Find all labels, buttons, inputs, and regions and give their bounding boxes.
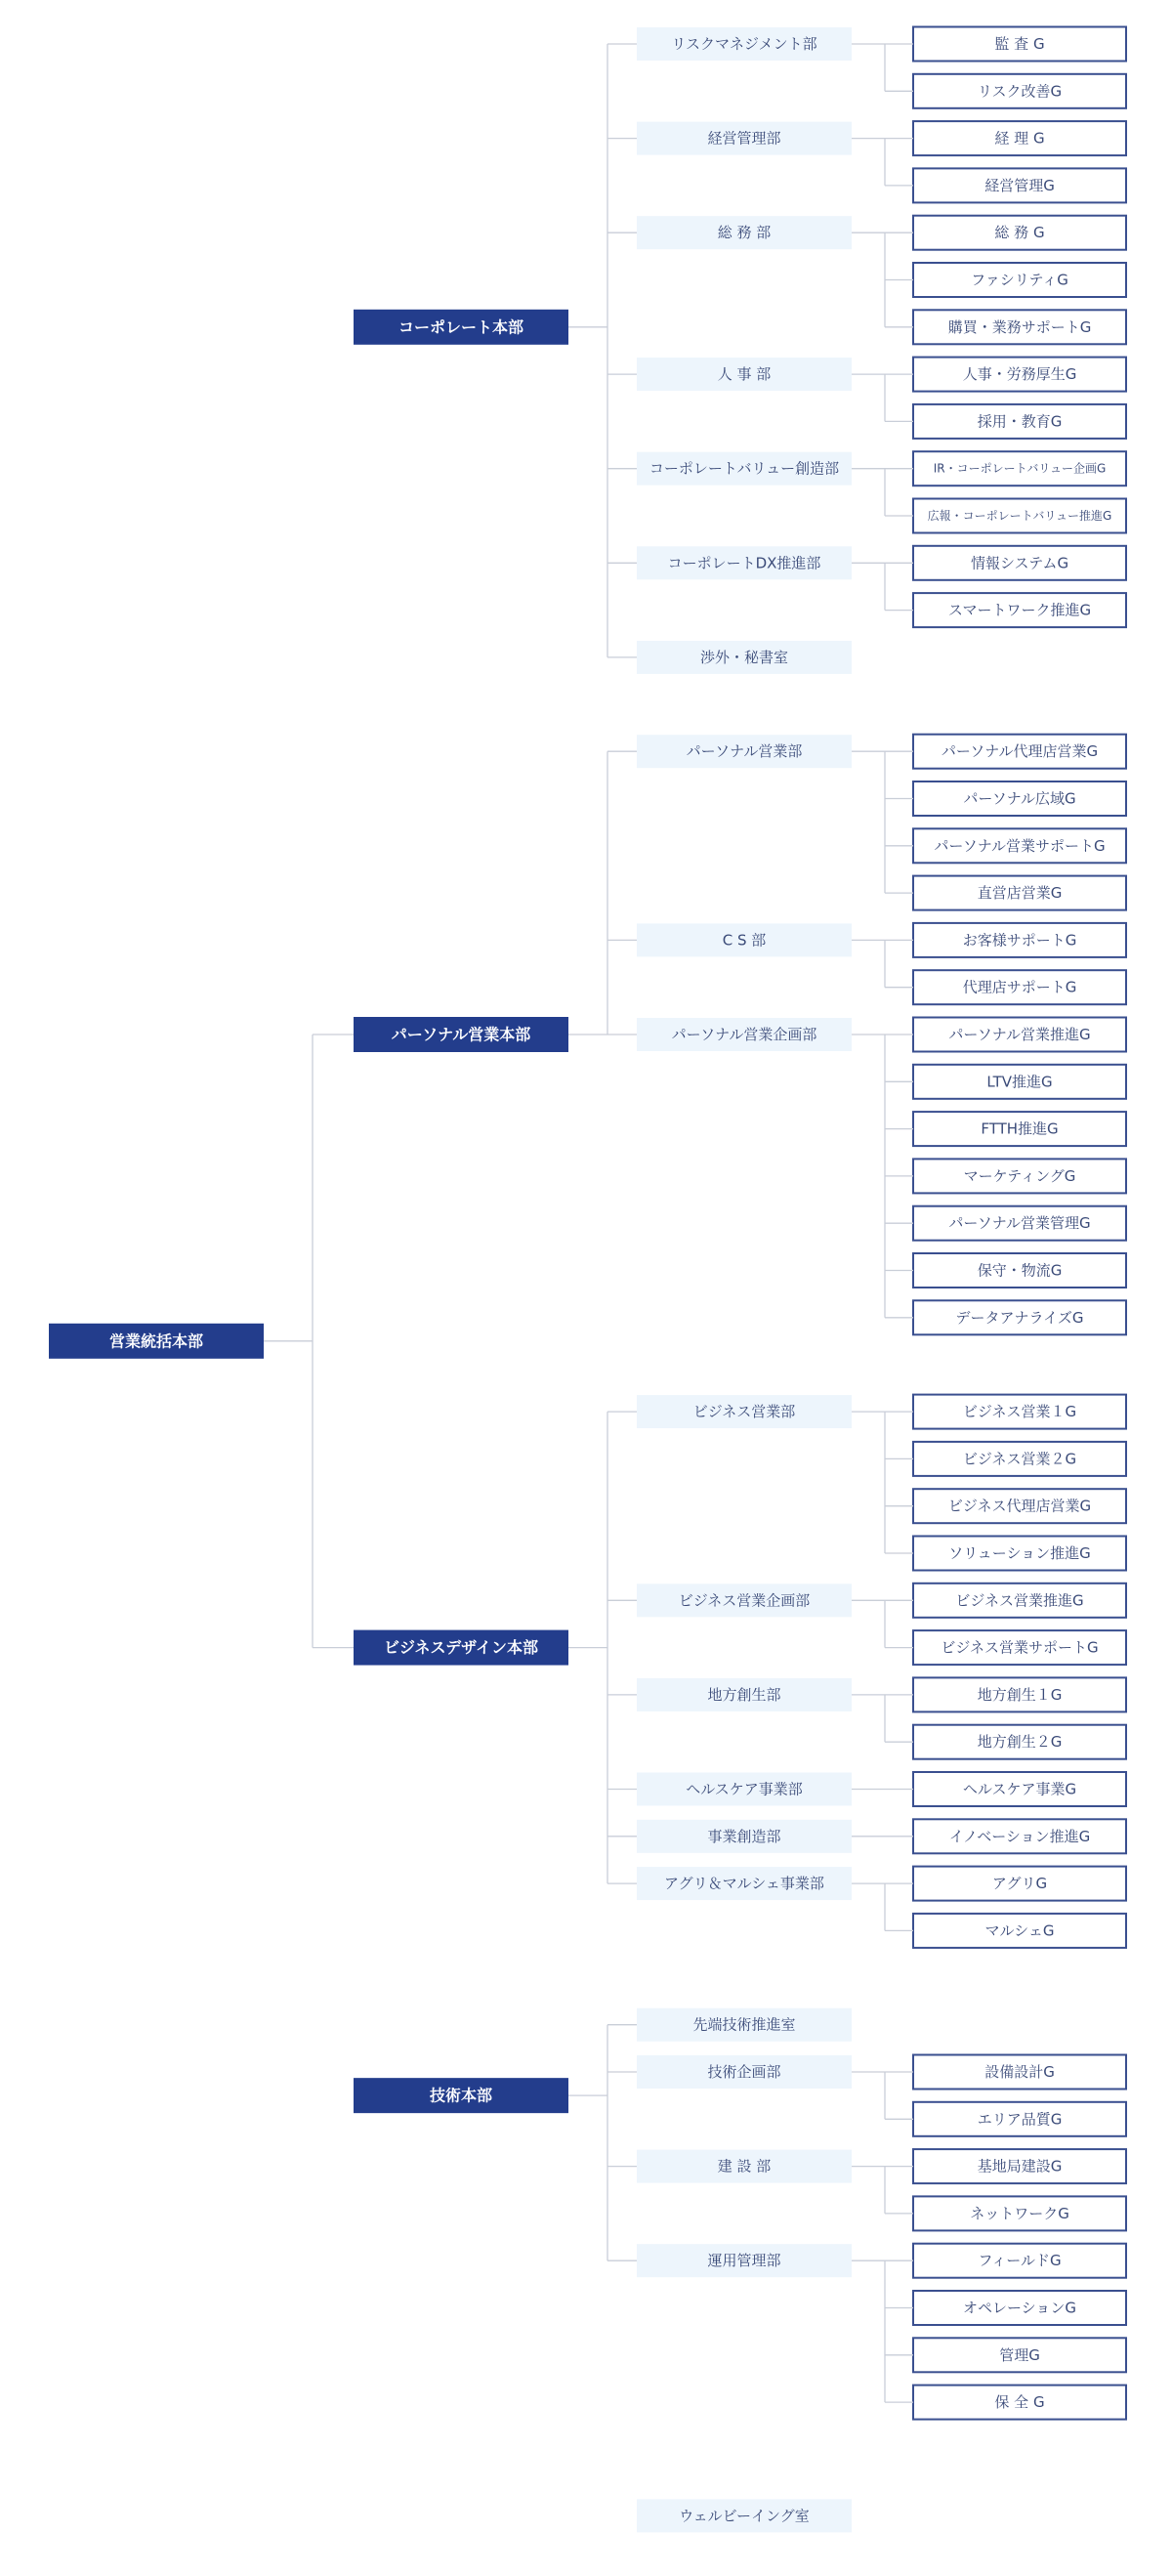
department-box-label: 経営管理部: [707, 129, 781, 148]
department-box: [637, 2150, 852, 2183]
group-box: [913, 1395, 1126, 1429]
group-box-label: 経 理 G: [994, 129, 1045, 148]
group-box: [913, 970, 1126, 1004]
department-box: [637, 1395, 852, 1428]
department-box-label: 運用管理部: [707, 2252, 781, 2270]
division-box-label: 技術本部: [429, 2086, 493, 2105]
division-box: [354, 1017, 568, 1052]
group-box-label: リスク改善G: [977, 82, 1063, 101]
group-box: [913, 2055, 1126, 2090]
group-box: [913, 546, 1126, 580]
department-box: [637, 1867, 852, 1900]
group-box-label: 広報・コーポレートバリュー推進G: [927, 509, 1112, 523]
department-box-label: 総 務 部: [717, 224, 772, 242]
department-box: [637, 358, 852, 391]
group-box: [913, 74, 1126, 108]
department-box: [637, 2008, 852, 2042]
group-box: [913, 168, 1126, 202]
group-box-label: 経営管理G: [984, 176, 1055, 194]
group-box: [913, 1677, 1126, 1711]
group-box-label: オペレーションG: [962, 2299, 1077, 2317]
group-box: [913, 27, 1126, 62]
group-box-label: 人事・労務厚生G: [962, 365, 1077, 384]
department-box: [637, 1820, 852, 1853]
group-box-label: ビジネス代理店営業G: [947, 1497, 1092, 1515]
group-box: [913, 1112, 1126, 1146]
group-box-label: 保守・物流G: [977, 1261, 1063, 1280]
group-box-label: データアナライズG: [955, 1308, 1084, 1327]
group-box: [913, 1206, 1126, 1241]
department-box-label: 人 事 部: [717, 365, 772, 384]
department-box-label: C S 部: [722, 931, 767, 950]
department-box: [637, 1018, 852, 1051]
group-box: [913, 358, 1126, 392]
group-box-label: FTTH推進G: [981, 1119, 1059, 1138]
department-box: [637, 2499, 852, 2532]
group-box-label: 地方創生１G: [977, 1685, 1063, 1704]
group-box: [913, 499, 1126, 533]
group-box: [913, 593, 1126, 627]
group-box: [913, 216, 1126, 250]
group-box: [913, 2196, 1126, 2230]
department-box: [637, 27, 852, 61]
group-box-label: アグリG: [991, 1875, 1048, 1893]
group-box-label: ソリューション推進G: [948, 1544, 1091, 1562]
department-box: [637, 122, 852, 155]
division-box-label: ビジネスデザイン本部: [383, 1638, 539, 1658]
group-box: [913, 1065, 1126, 1099]
group-box: [913, 1018, 1126, 1052]
group-box: [913, 1867, 1126, 1901]
group-box: [913, 1819, 1126, 1853]
group-box-label: スマートワーク推進G: [947, 601, 1092, 619]
department-box-label: パーソナル営業部: [686, 742, 803, 761]
group-box-label: 情報システムG: [970, 554, 1069, 572]
group-box-label: ビジネス営業サポートG: [941, 1638, 1099, 1657]
group-box: [913, 1537, 1126, 1571]
group-box: [913, 1253, 1126, 1288]
group-box-label: IR・コーポレートバリュー企画G: [933, 461, 1107, 476]
department-box-label: 事業創造部: [707, 1827, 781, 1845]
group-box-label: 管理G: [999, 2345, 1040, 2364]
department-box: [637, 2244, 852, 2277]
department-box: [637, 546, 852, 579]
group-box-label: ヘルスケア事業G: [962, 1780, 1077, 1798]
root-box-label: 営業統括本部: [108, 1331, 204, 1351]
group-box-label: ネットワークG: [970, 2204, 1069, 2222]
group-box-label: LTV推進G: [986, 1073, 1053, 1091]
department-box-label: ヘルスケア事業部: [686, 1780, 803, 1798]
group-box: [913, 876, 1126, 910]
group-box: [913, 2244, 1126, 2278]
division-box-label: パーソナル営業本部: [391, 1025, 531, 1044]
group-box-label: 地方創生２G: [977, 1733, 1063, 1752]
department-box-label: ビジネス営業企画部: [678, 1591, 811, 1610]
group-box: [913, 1772, 1126, 1806]
group-box: [913, 781, 1126, 816]
group-box-label: 総 務 G: [994, 224, 1045, 242]
group-box: [913, 1159, 1126, 1193]
department-box-label: リスクマネジメント部: [671, 35, 817, 53]
group-box: [913, 404, 1126, 439]
group-box-label: パーソナル代理店営業G: [941, 742, 1099, 761]
group-box: [913, 1584, 1126, 1618]
department-box-label: コーポレートバリュー創造部: [649, 459, 840, 478]
group-box: [913, 2291, 1126, 2325]
department-box: [637, 216, 852, 249]
group-box-label: パーソナル営業推進G: [948, 1026, 1091, 1043]
group-box-label: 代理店サポートG: [962, 978, 1077, 996]
group-box-label: ビジネス営業１G: [962, 1403, 1077, 1421]
group-box-label: 監 査 G: [994, 35, 1045, 53]
division-box: [354, 1630, 568, 1666]
root-box: [49, 1324, 264, 1359]
group-box-label: ビジネス営業推進G: [955, 1591, 1084, 1610]
department-box: [637, 1773, 852, 1806]
group-box: [913, 735, 1126, 769]
group-box: [913, 121, 1126, 155]
group-box-label: パーソナル営業管理G: [948, 1214, 1091, 1233]
department-box: [637, 641, 852, 674]
group-box: [913, 2386, 1126, 2420]
group-box: [913, 2338, 1126, 2372]
division-box: [354, 2078, 568, 2113]
department-box-label: コーポレートDX推進部: [667, 554, 821, 572]
division-box-label: コーポレート本部: [398, 317, 524, 337]
group-box-label: 設備設計G: [984, 2063, 1055, 2081]
group-box-label: マーケティングG: [963, 1166, 1076, 1185]
group-box: [913, 2102, 1126, 2136]
group-box: [913, 1725, 1126, 1759]
group-box-label: フィールドG: [978, 2252, 1062, 2270]
group-box: [913, 2149, 1126, 2183]
group-box-label: エリア品質G: [977, 2110, 1063, 2129]
group-box: [913, 1489, 1126, 1523]
department-box-label: 建 設 部: [717, 2157, 772, 2175]
department-box: [637, 1678, 852, 1711]
department-box-label: パーソナル営業企画部: [671, 1026, 817, 1043]
group-box: [913, 263, 1126, 297]
group-box: [913, 1300, 1126, 1334]
group-box-label: パーソナル広域G: [963, 789, 1076, 808]
group-box-label: 購買・業務サポートG: [947, 317, 1092, 336]
department-box: [637, 1584, 852, 1617]
department-box: [637, 452, 852, 486]
group-box: [913, 451, 1126, 486]
group-box-label: ビジネス営業２G: [962, 1450, 1077, 1468]
group-box-label: お客様サポートG: [962, 931, 1077, 950]
group-box-label: 保 全 G: [994, 2393, 1045, 2412]
division-box: [354, 310, 568, 345]
group-box: [913, 1442, 1126, 1476]
group-box: [913, 1630, 1126, 1665]
department-box-label: 技術企画部: [707, 2063, 781, 2081]
department-box-label: ウェルビーイング室: [679, 2507, 810, 2525]
department-box: [637, 735, 852, 768]
group-box-label: マルシェG: [984, 1921, 1055, 1940]
group-box-label: イノベーション推進G: [948, 1827, 1091, 1845]
department-box-label: アグリ＆マルシェ事業部: [664, 1875, 824, 1893]
group-box-label: パーソナル営業サポートG: [934, 836, 1106, 855]
department-box-label: 地方創生部: [707, 1685, 781, 1704]
group-box-label: 基地局建設G: [977, 2157, 1063, 2175]
group-box: [913, 310, 1126, 344]
group-box: [913, 828, 1126, 863]
department-box-label: 先端技術推進室: [692, 2015, 796, 2034]
department-box-label: ビジネス営業部: [692, 1403, 796, 1421]
department-box: [637, 923, 852, 956]
department-box: [637, 2055, 852, 2089]
group-box-label: 直営店営業G: [977, 884, 1063, 903]
group-box: [913, 923, 1126, 957]
group-box: [913, 1914, 1126, 1948]
group-box-label: 採用・教育G: [977, 412, 1063, 431]
department-box-label: 渉外・秘書室: [699, 648, 789, 666]
group-box-label: ファシリティG: [971, 271, 1068, 289]
